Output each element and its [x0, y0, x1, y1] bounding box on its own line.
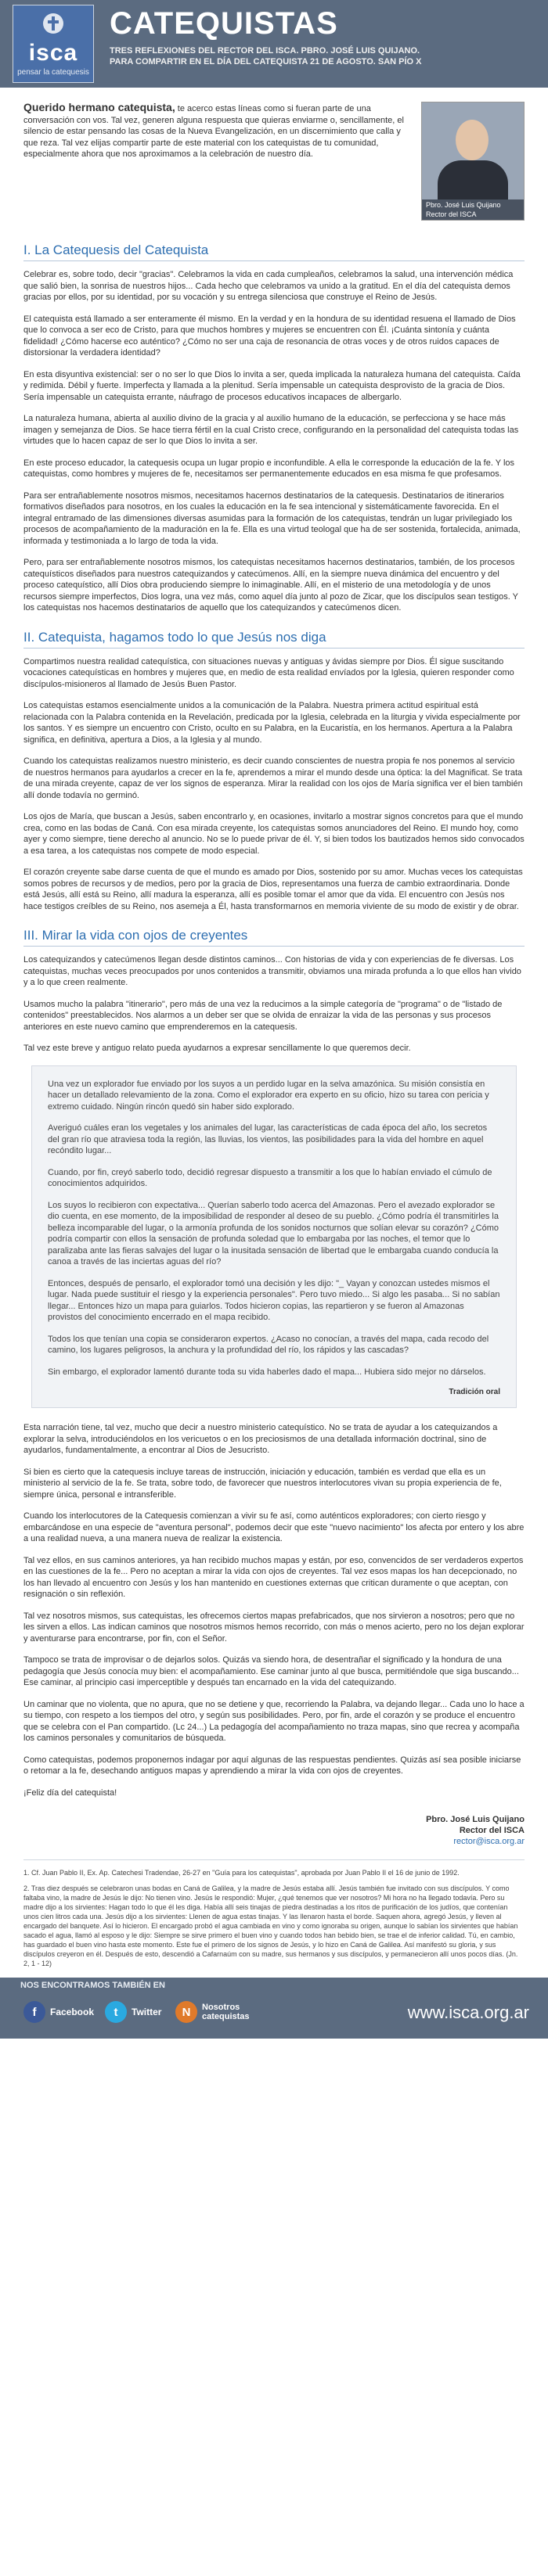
subtitle-line-2: PARA COMPARTIR EN EL DÍA DEL CATEQUISTA 21 DE AGOSTO. SAN PÍO X: [110, 57, 422, 66]
facebook-link[interactable]: [23, 2001, 94, 2023]
logo-text: isca: [28, 40, 78, 66]
section-3-body-after: [23, 1422, 525, 1798]
signature-role: Rector del ISCA: [459, 1826, 525, 1835]
footnote: 1. Cf. Juan Pablo II, Ex. Ap. Catechesi Tradendae, 26-27 en "Guía para los catequistas", aprobada por Juan Pablo II el 16 de junio de 1992.: [23, 1869, 460, 1877]
section-2-paragraph: Cuando los catequistas realizamos nuestro ministerio, es decir cuando conscientes de nuestra propia fe nos ponemos al servicio de nuestros hermanos para ayudarlos a crecer en la fe, aprendemos a mirar el mundo desde una óptica: la del Magnificat. Se trata de una mirada creyente, capaz de ver los signos de esperanza. Mirar la realidad con los ojos de María significa ver el bien también allí donde todavía no germinó.: [23, 756, 523, 800]
nosotros-catequistas-icon: N: [175, 2001, 197, 2023]
story-body: [48, 1079, 500, 1378]
portrait-body: [438, 160, 508, 199]
section-1-paragraph: La naturaleza humana, abierta al auxilio divino de la gracia y al auxilio humano de la educación, se perfecciona y se hace más imagen y semejanza de Dios. Se hace tierra fértil en la cual Cristo crece, configurando en la personalidad del catequista todas las virtudes que lo hacen capaz de ser lo que Dios lo invita a ser.: [23, 414, 519, 446]
story-paragraph: Sin embargo, el explorador lamentó durante toda su vida haberles dado el mapa... Hubiera sido mejor no dárselos.: [48, 1367, 486, 1377]
story-paragraph: Todos los que tenían una copia se consideraron expertos. ¿Acaso no conocían, a través del mapa, cada recodo del camino, los lugares peligrosos, la anchura y la profundidad del río, los rápidos y las cascadas?: [48, 1334, 489, 1355]
section-3-body-before: [23, 954, 525, 1054]
section-2-paragraph: Compartimos nuestra realidad catequística, con situaciones nuevas y antiguas y ávidas siempre por Dios. Él sigue suscitando vocaciones catequísticas en hombres y mujeres que, en medio de esta realidad envíados por la Iglesia, quieren responder como discípulos-misioneros al llamado de Jesús Buen Pastor.: [23, 656, 514, 689]
story-paragraph: Cuando, por fin, creyó saberlo todo, decidió regresar dispuesto a transmitir a los que lo habían enviado el cúmulo de conocimientos adquiridos.: [48, 1167, 492, 1188]
section-1-paragraph: Celebrar es, sobre todo, decir "gracias". Celebramos la vida en cada cumpleaños, celebramos la salud, una intervención médica que salió bien, la sonrisa de nuestros hijos... Cada hecho que celebramos va unido a la gratitud. En el día del catequista demos gracias por ellos, por su identidad, por su vocación y su entrega silenciosa que construye el Reino de Jesús.: [23, 270, 514, 302]
section-3-paragraph: Los catequizandos y catecúmenos llegan desde distintos caminos... Con historias de vida y con experiencias de fe diversas. Los catequistas, muchas veces preocupados por unos contenidos a transmitir, obviamos una mirada profunda a lo que ellos han vivido y a lo que creen realmente.: [23, 955, 521, 987]
nosotros-catequistas-label: [202, 2003, 250, 2021]
section-1-paragraph: En esta disyuntiva existencial: ser o no ser lo que Dios lo invita a ser, queda implicada la naturaleza humana del catequista. Caída y redimida. Débil y fuerte. Imperfecta y llamada a la plenitud. Sería impensable un catequista desprovisto de la gracia de Dios. Sería impensable un catequista errante, náufrago de procesos educativos incapaces de albergarlo.: [23, 369, 521, 402]
story-paragraph: Los suyos lo recibieron con expectativa... Querían saberlo todo acerca del Amazonas. Pero el avezado explorador se dio cuenta, en ese momento, de la imposibilidad de responder al deseo de su pueblo. ¿Cómo podría él transmitirles la belleza incomparable del lugar, o la armonía profunda de los sonidos nocturnos que solían elevar su corazón? ¿Cómo podría compartir con ellos la sensación de profunda soledad que lo embargaba por las noches, el temor que lo paralizaba ante las fieras salvajes del lugar o la inusitada sensación de libertad que le embargaba cuando conducía la canoa a través de las inciertas aguas del río?: [48, 1200, 499, 1266]
cross-icon: [43, 13, 63, 34]
intro-greeting: Querido hermano catequista,: [23, 101, 175, 113]
section-2-paragraph: Los ojos de María, que buscan a Jesús, saben encontrarlo y, en ocasiones, invitarlo a mostrar signos concretos para que el mundo crea, como en las bodas de Caná. Con esa mirada creyente, los catequistas somos anunciadores del Reino. El mundo hoy, como ayer y como siempre, tiene derecho al anuncio. No se lo puede privar de él. Y, si bien todos los bautizados hemos sido convocados a esa tarea, a los catequistas nos compete de modo especial.: [23, 812, 525, 856]
story-paragraph: Una vez un explorador fue enviado por los suyos a un perdido lugar en la selva amazónica. Su misión consistía en hacer un detallado relevamiento de la zona. Como el explorador era experto en su oficio, hizo su tarea con pericia y extremo cuidado. Ningún rincón quedó sin haber sido explorado.: [48, 1079, 489, 1112]
signature: [23, 1814, 525, 1847]
intro-text: te acerco estas líneas como si fueran parte de una conversación con vos. Tal vez, generen alguna respuesta que quieras enviarme o, sencillamente, el silencio de estar pensando las cosas de la Nueva Evangelización, en un discernimiento que calla y que reza. Tal vez elijas compartir parte de este material con los catequistas de tu comunidad, especialmente ahora que nos aproximamos a la celebración de nuestro día.: [23, 104, 404, 159]
section-1-body: [23, 269, 525, 614]
story-source: Tradición oral: [449, 1388, 500, 1396]
page-title: CATEQUISTAS: [110, 6, 338, 41]
twitter-icon: t: [105, 2001, 127, 2023]
section-3-paragraph: Cuando los interlocutores de la Catequesis comienzan a vivir su fe así, como auténticos exploradores; con cierto riesgo y embarcándose en una especie de "aventura personal", podemos decir que este "nuevo nacimiento" los afecta por entero y los abre a una realidad nueva, a una manera nueva de realizar la existencia.: [23, 1511, 525, 1543]
nosotros-label-line-2: catequistas: [202, 2012, 250, 2021]
footnote: 2. Tras diez después se celebraron unas bodas en Caná de Galilea, y la madre de Jesús estaba allí. Jesús también fue invitado con sus discípulos. Y como faltaba vino, la madre de Jesús le dijo: No tienen vino. Jesús le respondió: Mujer, ¿qué tenemos que ver nosotros? Mi hora no ha llegado todavía. Pero su madre dijo a los sirvientes: Hagan todo lo que él les diga. Había allí seis tinajas de piedra destinadas a los ritos de purificación de los judíos, que contenían unos cien litros cada una. Jesús dijo a los sirvientes: Llenen de agua estas tinajas. Y las llenaron hasta el borde. Saquen ahora, agregó Jesús, y lleven al encargado del banquete. Así lo hicieron. El encargado probó el agua cambiada en vino y como ignoraba su origen, aunque lo sabían los sirvientes que habían sacado el agua, llamó al esposo y le dijo: Siempre se sirve primero el buen vino y cuando todos han bebido bien, se trae el de inferior calidad. Tú, en cambio, has guardado el buen vino hasta este momento. Este fue el primero de los signos de Jesús, y lo hizo en Caná de Galilea. Así manifestó su gloria, y sus discípulos creyeron en él. Después de esto, descendió a Cafarnaúm con su madre, sus hermanos y sus discípulos, y permanecieron allí unos pocos días. (Jn. 2, 1 - 12): [23, 1884, 518, 1967]
section-2-heading: II. Catequista, hagamos todo lo que Jesús nos diga: [23, 630, 525, 648]
section-1-paragraph: Para ser entrañablemente nosotros mismos, necesitamos hacernos destinatarios de la catequesis. Destinatarios de itinerarios formativos diseñados para nosotros, en los cuales la educación en la fe sea intencional y sistemáticamente favorecida. En el integral entramado de las dimensiones diversas asumidas para la formación de los catequistas, tendrán un lugar privilegiado los procesos de acompañamiento de la maduración en la fe. Ella es una virtud teologal que ha de ser sostenida, fortalecida, animada, informada y testimoniada a lo largo de toda la vida.: [23, 490, 521, 546]
section-2-body: [23, 656, 525, 913]
footnotes: [23, 1859, 525, 1968]
story-box: [31, 1065, 517, 1409]
section-3-paragraph: Un caminar que no violenta, que no apura, que no se detiene y que, recorriendo la Palabra, va dejando llegar... Cada uno lo hace a su tiempo, con respeto a los tiempos del otro, y según sus posibilidades. Pero, por fin, arde el corazón y se produce el encuentro que se celebra con el Pan compartido. (Lc 24...) La pedagogía del acompañamiento no traza mapas, sino que recrea y acompaña los caminos personales y comunitarios de búsqueda.: [23, 1699, 525, 1743]
intro-section: [23, 102, 525, 227]
portrait-caption: [422, 199, 524, 220]
signature-email-link[interactable]: rector@isca.org.ar: [453, 1837, 525, 1846]
page-subtitle: [110, 45, 422, 67]
section-1-paragraph: El catequista está llamado a ser enteramente él mismo. En la verdad y en la hondura de su identidad resuena el llamado de Dios que lo convoca a ser eco de Cristo, para que muchos hombres y mujeres se encuentren con Él. ¡Cuánta sintonía y cuánta fidelidad! ¿Cómo hacerse eco auténtico? ¿Cómo no ser una caja de resonancia de otras voces y de otros ruidos capaces de distorsionar la verdadera identidad?: [23, 314, 516, 357]
section-3-paragraph: ¡Feliz día del catequista!: [23, 1787, 117, 1798]
main-content: [0, 102, 548, 1968]
section-1-paragraph: En este proceso educador, la catequesis ocupa un lugar propio e inconfundible. A ella le corresponde la educación de la fe. Y los catequistas, como hombres y mujeres de fe, necesitamos ser permanentemente educados en esa misma fe que profesamos.: [23, 458, 515, 479]
section-3-paragraph: Como catequistas, podemos proponernos indagar por aquí algunas de las respuestas pendientes. Quizás así sea posible iniciarse o retomar a la fe, desechando antiguos mapas y aprendiendo a mirar la vida con ojos de creyentes.: [23, 1755, 521, 1776]
footer: [0, 1978, 548, 2039]
author-portrait: [421, 102, 525, 221]
section-3-paragraph: Si bien es cierto que la catequesis incluye tareas de instrucción, iniciación y educación, también es verdad que ella es un ministerio al servicio de la fe. Se trata, sobre todo, de favorecer que nuestros interlocutores vivan su propia experiencia de fe, siempre única, personal e intransferible.: [23, 1467, 502, 1500]
section-3-paragraph: Tampoco se trata de improvisar o de dejarlos solos. Quizás va siendo hora, de desentrañar el significado y la hondura de una pedagogía que Jesús conocía muy bien: el acompañamiento. Ese caminar junto al que busca, permitiéndole que siga buscando... Ese caminar, al principio casi imperceptible y después tan encarnado en la vida del catequizando.: [23, 1655, 519, 1687]
section-3-paragraph: Tal vez nosotros mismos, sus catequistas, les ofrecemos ciertos mapas prefabricados, que nos sirvieron a nosotros; pero que no les sirven a ellos. Las indican caminos que nosotros mismos hemos recorrido, con más o menos acierto, pero no los dejan explorar y aventurarse para encontrarse, por fin, con el Señor.: [23, 1611, 525, 1644]
twitter-label: Twitter: [132, 2007, 162, 2017]
section-3-paragraph: Esta narración tiene, tal vez, mucho que decir a nuestro ministerio catequístico. No se trata de ayudar a los catequizandos a explorar la selva, introduciéndolos en los vericuetos o en los preciosismos de una detallada información doctrinal, sino de ayudarlos, fundamentalmente, a encontrar al Dios de Jesucristo.: [23, 1423, 498, 1455]
nosotros-label-line-1: Nosotros: [202, 2003, 240, 2012]
logo-tagline: pensar la catequesis: [17, 68, 89, 77]
section-1-paragraph: Pero, para ser entrañablemente nosotros mismos, los catequistas necesitamos hacernos destinatarios, también, de los procesos catequísticos diseñados para nuestros catequizandos y catecúmenos. Allí, en la siempre nueva dinámica del encuentro y del proceso catequístico, allí Dios obra produciendo siempre lo inimaginable. Allí, en el misterio de una metodología y de unos recursos siempre imperfectos, Dios logra, una vez más, como aquel día junto al pozo de Zicar, que los discípulos sean testigos. Y los catequistas nos hacemos destinatarios de aquello que los catequizandos y catecúmenos dicen.: [23, 558, 518, 613]
section-3-paragraph: Usamos mucho la palabra "itinerario", pero más de una vez la reducimos a la simple categoría de "programa" o de "listado de contenidos" preestablecidos. Nos alarmos a un deber ser que se olvida de enraizar la vida de las personas y sus procesos anteriores en este nuevo camino que emprenderemos en la catequesis.: [23, 999, 503, 1032]
portrait-caption-role: Rector del ISCA: [426, 210, 477, 218]
story-paragraph: Entonces, después de pensarlo, el explorador tomó una decisión y les dijo: "_ Vayan y conozcan ustedes mismos el lugar. Nada puede sustituir el riesgo y la experiencia personales". Pero tuvo miedo... Si algo les pasaba... Si no sabían llegar... Entonces hizo un mapa para guiarlos. Todos hicieron copias, las repartieron y se fueron al Amazonas provistos del conocimiento encerrado en el mapa recibido.: [48, 1278, 500, 1322]
section-2-paragraph: Los catequistas estamos esencialmente unidos a la comunicación de la Palabra. Nuestra primera actitud espiritual está relacionada con la Palabra contenida en la Revelación, predicada por la Iglesia, celebrada en la liturgia y vivida especialmente por los santos. Y es siempre un encuentro con Cristo, oculto en su Palabra, en la Eucaristía, en los hermanos. Apertura a la Palabra significa, en definitiva, apertura a Dios, a la Iglesia y al mundo.: [23, 701, 521, 745]
follow-text: NOS ENCONTRAMOS TAMBIÉN EN: [20, 1981, 165, 1990]
portrait-face: [456, 120, 489, 160]
nosotros-catequistas-link[interactable]: [175, 2001, 250, 2023]
website-link[interactable]: www.isca.org.ar: [407, 2003, 529, 2022]
isca-logo[interactable]: [13, 5, 94, 83]
twitter-link[interactable]: [105, 2001, 161, 2023]
header: [0, 0, 548, 88]
facebook-label: Facebook: [50, 2007, 95, 2017]
intro-paragraph: [23, 102, 407, 160]
subtitle-line-1: TRES REFLEXIONES DEL RECTOR DEL ISCA. PBRO. JOSÉ LUIS QUIJANO.: [110, 46, 420, 56]
section-2-paragraph: El corazón creyente sabe darse cuenta de que el mundo es amado por Dios, sostenido por su amor. Muchas veces los catequistas somos pobres de recursos y de medios, pero por la gracia de Dios, representamos una fuerza de cambio extraordinaria. Donde está Jesús, allí está su Reino, allí madura la esperanza, allí es posible tomar el amor que da vida. El encuentro con Jesús nos hace testigos creíbles de su Reino, nos asemeja a Él, hasta transformarnos en memoria viviente de su modo de existir y de obrar.: [23, 868, 523, 911]
section-3-paragraph: Tal vez ellos, en sus caminos anteriores, ya han recibido muchos mapas y están, por eso, convencidos de ser verdaderos expertos en las cuestiones de la fe... Pero no aceptan a mirar la vida con ojos de creyentes. Tal vez esos mapas los han decepcionado, no los han llevado al encuentro con Jesús y los han mantenido en cuestiones externas que critican duramente o que aceptan, con resignación o sin reflexión.: [23, 1555, 524, 1599]
facebook-icon: f: [23, 2001, 45, 2023]
signature-name: Pbro. José Luis Quijano: [426, 1815, 525, 1824]
section-3-heading: III. Mirar la vida con ojos de creyentes: [23, 928, 525, 947]
section-3-paragraph: Tal vez este breve y antiguo relato pueda ayudarnos a expresar sencillamente lo que queremos decir.: [23, 1044, 411, 1053]
portrait-caption-name: Pbro. José Luis Quijano: [426, 201, 501, 209]
section-1-heading: I. La Catequesis del Catequista: [23, 243, 525, 261]
story-paragraph: Averiguó cuáles eran los vegetales y los animales del lugar, las características de cada época del año, los secretos del gran río que atraviesa toda la región, las lluvias, los vientos, las posibilidades para la vida del hombre en aquel recóndito lugar...: [48, 1123, 488, 1155]
